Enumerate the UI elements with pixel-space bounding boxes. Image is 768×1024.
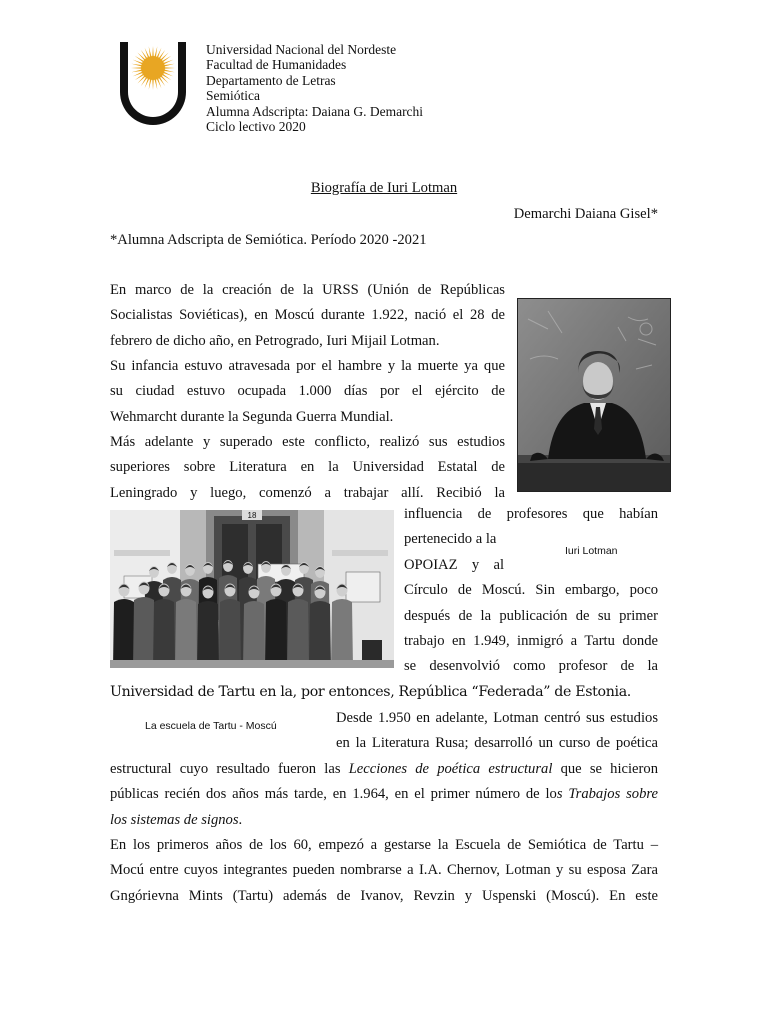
text-line-estonia: Universidad de Tartu en la, por entonces, República “Federada” de Estonia.	[110, 684, 631, 700]
person-body	[153, 599, 175, 668]
text-line: después de la publicación de su primer	[404, 607, 658, 624]
text-fragment: que se hicieron	[552, 761, 658, 777]
sun-ray	[158, 77, 165, 87]
person-body	[243, 601, 265, 668]
header-university: Universidad Nacional del Nordeste	[206, 42, 397, 57]
text-line	[110, 808, 658, 833]
text-fragment: estructural cuyo resultado fueron las	[110, 761, 349, 777]
group-photo-caption: La escuela de Tartu - Moscú	[145, 720, 277, 732]
sun-disc	[141, 56, 165, 80]
sun-ray	[149, 79, 152, 90]
person-body	[219, 599, 241, 668]
paragraph-poetics-continued	[110, 757, 658, 833]
sun-ray	[152, 79, 154, 90]
sun-ray	[154, 79, 157, 90]
sun-ray	[164, 64, 175, 67]
bag	[362, 640, 382, 660]
sun-ray	[149, 46, 152, 57]
institution-header	[206, 42, 423, 134]
person-body	[197, 601, 219, 668]
text-line: Wehmarcht durante la Segunda Guerra Mundial.	[110, 408, 394, 425]
text-fragment: .	[238, 811, 243, 828]
paragraph-childhood	[110, 354, 505, 430]
university-logo	[116, 42, 190, 132]
text-line: se desenvolvió como profesor de la	[404, 658, 658, 675]
text-line: Su infancia estuvo atravesada por el hambre y la muerte ya que	[110, 358, 505, 374]
sun-ray	[162, 73, 172, 80]
text-line: trabajo en 1.949, inmigró a Tartu donde	[404, 633, 658, 650]
text-line	[110, 757, 658, 782]
text-line: OPOIAZ y al	[404, 556, 504, 573]
sun-ray	[141, 77, 148, 87]
tartu-school-group-photo	[110, 510, 394, 668]
text-line: superiores sobre Literatura en la Universidad Estatal de	[110, 459, 505, 476]
text-line: En los primeros años de los 60, empezó a gestarse la Escuela de Semiótica de Tartu –	[110, 837, 658, 853]
book-title-lecciones: Lecciones de poética estructural	[348, 761, 553, 777]
sun-ray	[164, 67, 175, 69]
sun-ray	[162, 56, 172, 63]
sun-ray	[135, 56, 145, 63]
text-line: Más adelante y superado este conflicto, realizó sus estudios	[110, 434, 505, 450]
text-line: su ciudad estuvo ocupada 1.000 días por el ejército de	[110, 383, 505, 400]
text-fragment: públicas recién dos años más tarde, en 1.964, en el primer número de lo	[110, 786, 557, 803]
text-line: En marco de la creación de la URSS (Unión de Repúblicas	[110, 282, 505, 298]
header-student: Alumna Adscripta: Daiana G. Demarchi	[206, 103, 424, 119]
lotman-photo-caption: Iuri Lotman	[565, 545, 618, 557]
text-line: Círculo de Moscú. Sin embargo, poco	[404, 582, 658, 599]
text-line: Leningrado y luego, comenzó a trabajar allí. Recibió la	[110, 484, 505, 501]
text-line: influencia de profesores que habían	[404, 506, 658, 522]
person-body	[133, 597, 155, 668]
text-line: pertenecido a la	[404, 531, 497, 548]
sun-ray	[158, 50, 165, 60]
person-body	[331, 599, 353, 668]
person-body	[175, 599, 197, 668]
sun-ray	[141, 50, 148, 60]
paragraph-studies-continued	[404, 502, 658, 680]
text-line: en la Literatura Rusa; desarrolló un curso de poética	[336, 735, 658, 752]
text-line: Mocú entre cuyos integrantes pueden nombrarse a I.A. Chernov, Lotman y su esposa Zara	[110, 862, 658, 879]
sun-ray	[131, 64, 142, 67]
header-year: Ciclo lectivo 2020	[206, 119, 306, 135]
author-footnote: *Alumna Adscripta de Semiótica. Período 2020 -2021	[110, 232, 427, 248]
header-department: Departamento de Letras	[206, 72, 336, 88]
sun-icon	[116, 42, 190, 132]
header-faculty: Facultad de Humanidades	[206, 57, 347, 73]
document-title: Biografía de Iuri Lotman	[310, 180, 458, 196]
text-line: febrero de dicho año, en Petrogrado, Iuri Mijail Lotman.	[110, 332, 440, 349]
text-line: Socialistas Soviéticas), en Moscú durante 1.922, nació el 28 de	[110, 307, 505, 324]
text-line: Desde 1.950 en adelante, Lotman centró sus estudios	[336, 710, 658, 726]
sun-ray	[152, 46, 154, 57]
paragraph-studies	[110, 430, 505, 506]
header-subject: Semiótica	[206, 88, 260, 104]
person-body	[309, 601, 331, 668]
lotman-photo	[517, 298, 671, 492]
paragraph-birth	[110, 278, 505, 354]
text-line: Gngórievna Mints (Tartu) además de Ivanov, Revzin y Uspenski (Moscú). En este	[110, 887, 658, 904]
person-body	[265, 599, 287, 668]
text-line	[110, 782, 658, 807]
sun-ray	[154, 46, 157, 57]
person-body	[287, 599, 309, 668]
book-title-trabajos: s Trabajos sobre	[556, 786, 658, 803]
sun-ray	[164, 69, 175, 72]
sun-ray	[131, 67, 142, 69]
document-author: Demarchi Daiana Gisel*	[513, 206, 658, 222]
sun-ray	[131, 69, 142, 72]
paragraph-tartu-school	[110, 833, 658, 909]
person-body	[113, 599, 135, 668]
door-number: 18	[247, 511, 257, 520]
book-title-trabajos-end: los sistemas de signos	[110, 811, 239, 828]
sun-ray	[135, 73, 145, 80]
paragraph-poetics	[336, 706, 658, 757]
